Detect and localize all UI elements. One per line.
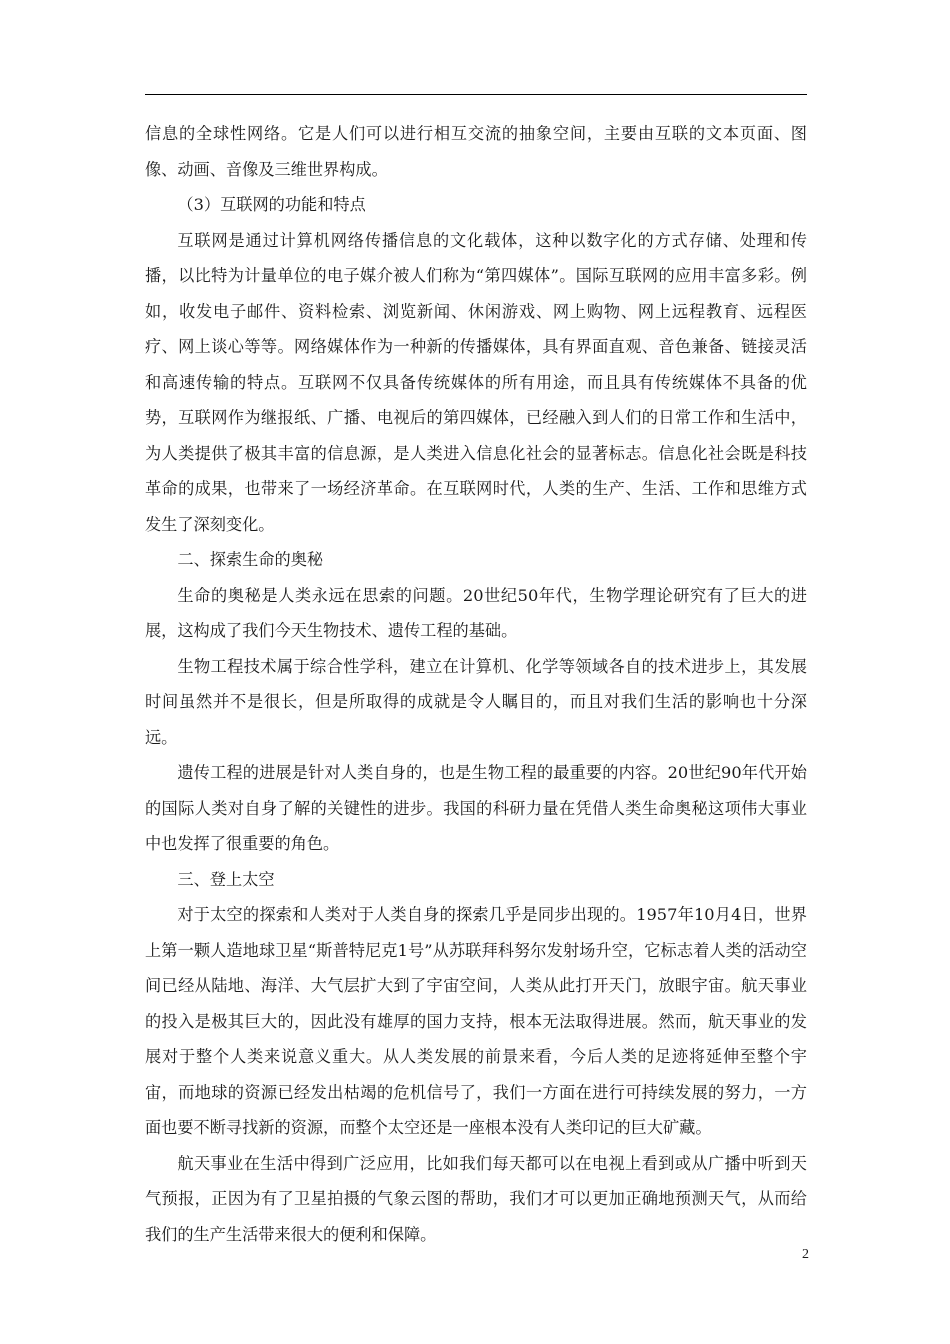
paragraph-genetic-engineering: 遗传工程的进展是针对人类自身的，也是生物工程的最重要的内容。20世纪90年代开始的国际人类对自身了解的关键性的进步。我国的科研力量在凭借人类生命奥秘这项伟大事业中也发挥了很重要的角色。 <box>145 763 807 853</box>
section-heading-space: 三、登上太空 <box>177 869 275 889</box>
section-heading-life-mystery: 二、探索生命的奥秘 <box>177 550 324 569</box>
header-rule <box>145 94 807 95</box>
subsection-heading-internet-features: （3）互联网的功能和特点 <box>177 195 366 214</box>
paragraph-bioengineering: 生物工程技术属于综合性学科，建立在计算机、化学等领域各自的技术进步上，其发展时间虽然并不是很长，但是所取得的成就是令人瞩目的，而且对我们生活的影响也十分深远。 <box>145 656 807 747</box>
paragraph-space-exploration: 对于太空的探索和人类对于人类自身的探索几乎是同步出现的。1957年10月4日，世界上第一颗人造地球卫星“斯普特尼克1号”从苏联拜科努尔发射场升空，它标志着人类的活动空间已经从陆地、海洋、大气层扩大到了宇宙空间，人类从此打开天门，放眼宇宙。航天事业的投入是极其巨大的，因此没有雄厚的国力支持，根本无法取得进展。然而，航天事业的发展对于整个人类来说意义重大。从人类发展的前景来看，今后人类的足迹将延伸至整个宇宙，而地球的资源已经发出枯竭的危机信号了，我们一方面在进行可持续发展的努力，一方面也要不断寻找新的资源，而整个太空还是一座根本没有人类印记的巨大矿藏。 <box>145 905 807 1137</box>
paragraph-continuation: 信息的全球性网络。它是人们可以进行相互交流的抽象空间，主要由互联的文本页面、图像、动画、音像及三维世界构成。 <box>145 124 807 179</box>
paragraph-life-mystery: 生命的奥秘是人类永远在思索的问题。20世纪50年代，生物学理论研究有了巨大的进展，这构成了我们今天生物技术、遗传工程的基础。 <box>145 585 807 640</box>
paragraph-space-applications: 航天事业在生活中得到广泛应用，比如我们每天都可以在电视上看到或从广播中听到天气预报，正因为有了卫星拍摄的气象云图的帮助，我们才可以更加正确地预测天气，从而给我们的生产生活带来很大的便利和保障。 <box>145 1153 807 1244</box>
paragraph-internet-media: 互联网是通过计算机网络传播信息的文化载体，这种以数字化的方式存储、处理和传播，以比特为计量单位的电子媒介被人们称为“第四媒体”。国际互联网的应用丰富多彩。例如，收发电子邮件、资料检索、浏览新闻、休闲游戏、网上购物、网上远程教育、远程医疗、网上谈心等等。网络媒体作为一种新的传播媒体，具有界面直观、音色兼备、链接灵活和高速传输的特点。互联网不仅具备传统媒体的所有用途，而且具有传统媒体不具备的优势，互联网作为继报纸、广播、电视后的第四媒体，已经融入到人们的日常工作和生活中，为人类提供了极其丰富的信息源，是人类进入信息化社会的显著标志。信息化社会既是科技革命的成果，也带来了一场经济革命。在互联网时代，人类的生产、生活、工作和思维方式发生了深刻变化。 <box>145 230 807 534</box>
body-text <box>145 116 807 1252</box>
page-number: 2 <box>802 1247 809 1262</box>
